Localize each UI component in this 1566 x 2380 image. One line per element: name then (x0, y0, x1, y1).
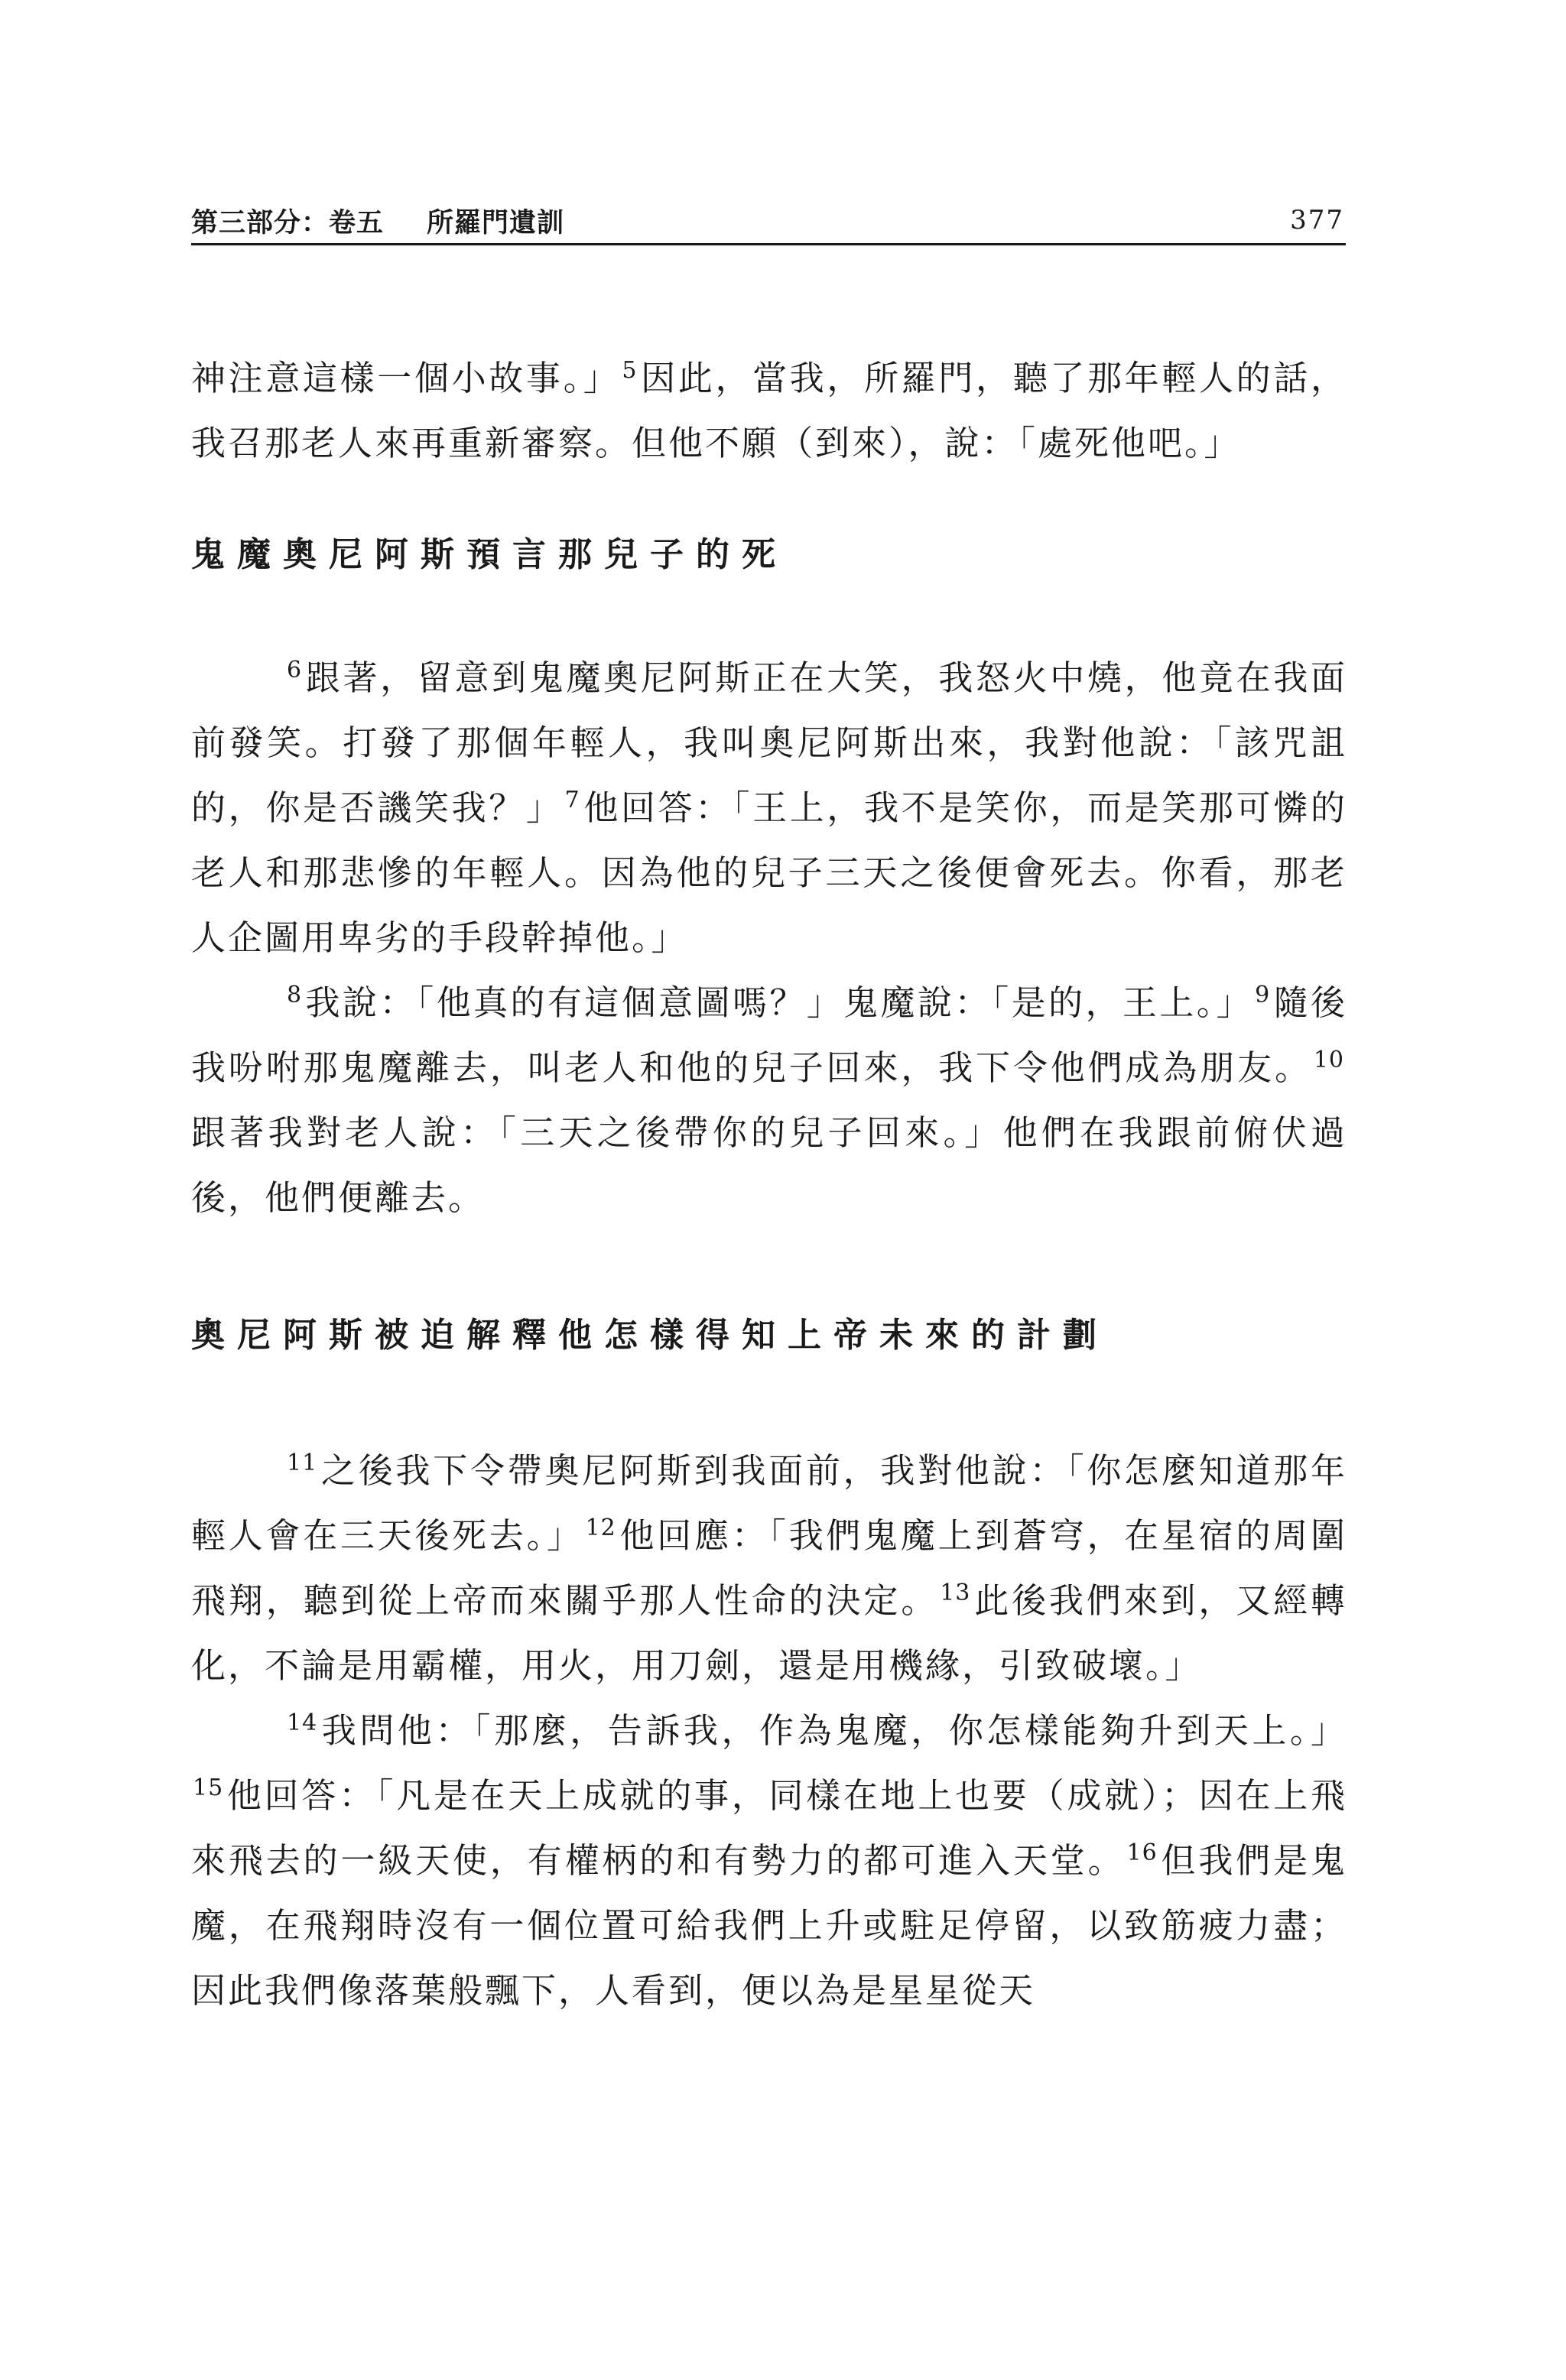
paragraph-continuation (191, 346, 1347, 476)
section-label: 第三部分：卷五 (191, 208, 385, 239)
running-head-title (191, 202, 564, 240)
verse-number: 16 (1126, 1839, 1158, 1866)
verse-number: 14 (287, 1710, 318, 1736)
paragraph (191, 970, 1347, 1230)
verse-number: 7 (564, 787, 580, 813)
running-head (191, 197, 1346, 245)
body-text (191, 346, 1347, 2023)
paragraph-text: 他回答：「凡是在天上成就的事，同樣在地上也要（成就）；因在上飛來飛去的一級天使，有權柄的和有勢力的都可進入天堂。 (191, 1775, 1347, 1881)
section-heading: 奧尼阿斯被迫解釋他怎樣得知上帝未來的計劃 (191, 1316, 1109, 1355)
book-title: 所羅門遺訓 (427, 208, 565, 239)
verse-number: 6 (287, 657, 303, 683)
paragraph-text: 神注意這樣一個小故事。」 (191, 358, 621, 398)
section-heading: 鬼魔奧尼阿斯預言那兒子的死 (191, 535, 788, 574)
verse-number: 5 (622, 357, 638, 384)
paragraph (191, 1438, 1347, 1698)
paragraph-text: 他回答：「王上，我不是笑你，而是笑那可憐的老人和那悲慘的年輕人。因為他的兒子三天之後便會死去。你看，那老人企圖用卑劣的手段幹掉他。」 (191, 787, 1347, 958)
verse-number: 10 (1313, 1047, 1344, 1073)
paragraph-text: 我問他：「那麼，告訴我，作為鬼魔，你怎樣能夠升到天上。」 (320, 1710, 1347, 1751)
paragraph-text: 但我們是鬼魔，在飛翔時沒有一個位置可給我們上升或駐足停留，以致筋疲力盡；因此我們像落葉般飄下，人看到，便以為是星星從天 (191, 1840, 1347, 2011)
verse-number: 12 (585, 1515, 616, 1541)
verse-number: 11 (287, 1450, 318, 1476)
paragraph (191, 1698, 1347, 2023)
paragraph-text: 我說：「他真的有這個意圖嗎？」鬼魔說：「是的，王上。」 (305, 982, 1254, 1023)
paragraph-text: 他回應：「我們鬼魔上到蒼穹，在星宿的周圍飛翔，聽到從上帝而來關乎那人性命的決定。 (191, 1515, 1347, 1621)
paragraph-text: 此後我們來到，又經轉化，不論是用霸權，用火，用刀劍，還是用機緣，引致破壞。」 (191, 1580, 1347, 1686)
paragraph-text: 之後我下令帶奧尼阿斯到我面前，我對他說：「你怎麼知道那年輕人會在三天後死去。」 (191, 1450, 1347, 1556)
page-number: 377 (1290, 205, 1344, 235)
paragraph-text: 跟著我對老人說：「三天之後帶你的兒子回來。」他們在我跟前俯伏過後，他們便離去。 (191, 1112, 1347, 1218)
verse-number: 15 (193, 1774, 224, 1801)
verse-number: 13 (940, 1580, 971, 1606)
paragraph (191, 645, 1347, 970)
paragraph-text: 跟著，留意到鬼魔奧尼阿斯正在大笑，我怒火中燒，他竟在我面前發笑。打發了那個年輕人，我叫奧尼阿斯出來，我對他說：「該咒詛的，你是否譏笑我？」 (191, 658, 1347, 828)
paragraph-text: 隨後我吩咐那鬼魔離去，叫老人和他的兒子回來，我下令他們成為朋友。 (191, 982, 1347, 1088)
paragraph-text: 因此，當我，所羅門，聽了那年輕人的話，我召那老人來再重新審察。但他不願（到來），說：「處死他吧。」 (191, 358, 1347, 463)
verse-number: 9 (1255, 982, 1271, 1008)
verse-number: 8 (287, 982, 303, 1008)
